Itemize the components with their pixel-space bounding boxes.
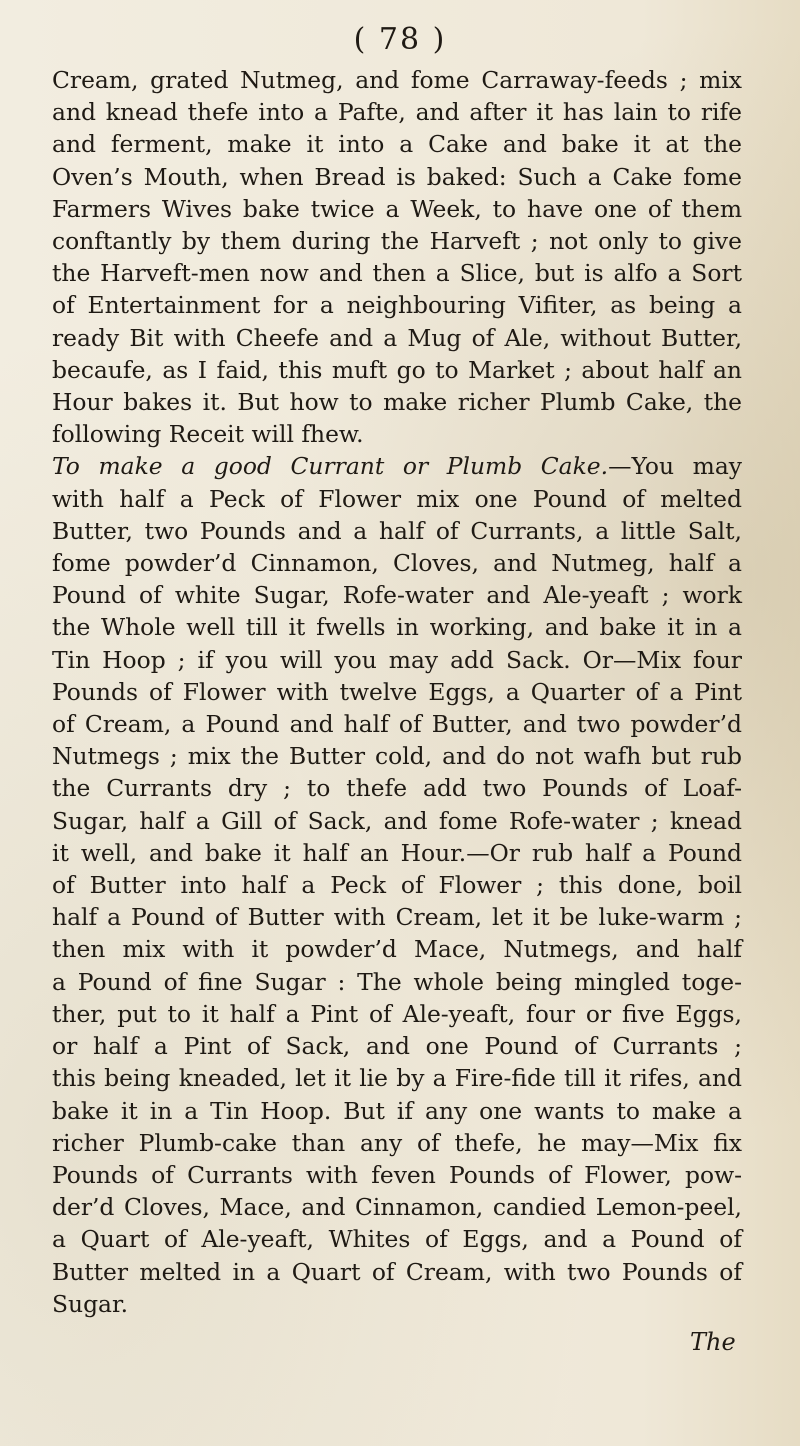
text-line: the Whole well till it fwells in working, and bake it in a [52,613,742,642]
text-line: the Currants dry ; to thefe add two Pounds of Loaf- [52,774,742,803]
text-line: der’d Cloves, Mace, and Cinnamon, candied Lemon-peel, [52,1193,742,1222]
text-line: richer Plumb-cake than any of thefe, he may—Mix fix [52,1128,742,1157]
text-line: Pound of white Sugar, Rofe-water and Ale-yeaft ; work [52,581,742,610]
text-line: a Quart of Ale-yeaft, Whites of Eggs, and a Pound of [52,1225,742,1254]
text-line: Tin Hoop ; if you will you may add Sack. Or—Mix four [52,645,742,674]
text-line: Pounds of Flower with twelve Eggs, a Quarter of a Pint [52,677,742,706]
text-line: Butter, two Pounds and a half of Currants, a little Salt, [52,516,742,545]
text-line: Cream, grated Nutmeg, and fome Carraway-feeds ; mix [52,66,742,94]
text-line: and knead thefe into a Pafte, and after it has lain to rife [52,98,742,127]
text-line: it well, and bake it half an Hour.—Or rub half a Pound [52,838,742,867]
text-line: becaufe, as I faid, this muft go to Market ; about half an [52,355,742,384]
body-text [52,64,742,1320]
text-line: fome powder’d Cinnamon, Cloves, and Nutmeg, half a [52,549,742,578]
recipe-heading: To make a good Currant or Plumb Cake. [52,452,609,481]
text-line: of Cream, a Pound and half of Butter, and two powder’d [52,710,742,739]
text-line: Hour bakes it. But how to make richer Plumb Cake, the [52,388,742,417]
text-line: conftantly by them during the Harveft ; not only to give [52,227,742,256]
text-line: Pounds of Currants with feven Pounds of Flower, pow- [52,1160,742,1189]
text-line: of Butter into half a Peck of Flower ; this done, boil [52,871,742,900]
text-line: with half a Peck of Flower mix one Pound of melted [52,484,742,513]
recipe-heading-line: To make a good Currant or Plumb Cake.—You may [52,452,742,481]
text-line: Farmers Wives bake twice a Week, to have one of them [52,194,742,223]
text-line: this being kneaded, let it lie by a Fire-fide till it rifes, and [52,1064,742,1093]
text-line: the Harveft-men now and then a Slice, but is alfo a Sort [52,259,742,288]
text-line: ready Bit with Cheefe and a Mug of Ale, without Butter, [52,323,742,352]
text-line: bake it in a Tin Hoop. But if any one wants to make a [52,1096,742,1125]
catchword: The [690,1328,736,1356]
text-line: a Pound of fine Sugar : The whole being mingled toge- [52,967,742,996]
text-line: Nutmegs ; mix the Butter cold, and do not wafh but rub [52,742,742,771]
page-number: ( 78 ) [353,22,447,57]
text-line: half a Pound of Butter with Cream, let it be luke-warm ; [52,903,742,932]
text-line: then mix with it powder’d Mace, Nutmegs, and half [52,935,742,964]
text-line: Sugar. [52,1289,129,1318]
text-line: Oven’s Mouth, when Bread is baked: Such a Cake fome [52,162,742,191]
text-line: or half a Pint of Sack, and one Pound of Currants ; [52,1032,742,1061]
text-line: of Entertainment for a neighbouring Vifiter, as being a [52,291,742,320]
text-line: Sugar, half a Gill of Sack, and fome Rofe-water ; knead [52,806,742,835]
text-line: following Receit will fhew. [52,420,364,449]
text-line: ther, put to it half a Pint of Ale-yeaft, four or five Eggs, [52,999,742,1028]
text-line: and ferment, make it into a Cake and bake it at the [52,130,742,159]
text-line: Butter melted in a Quart of Cream, with two Pounds of [52,1257,742,1286]
